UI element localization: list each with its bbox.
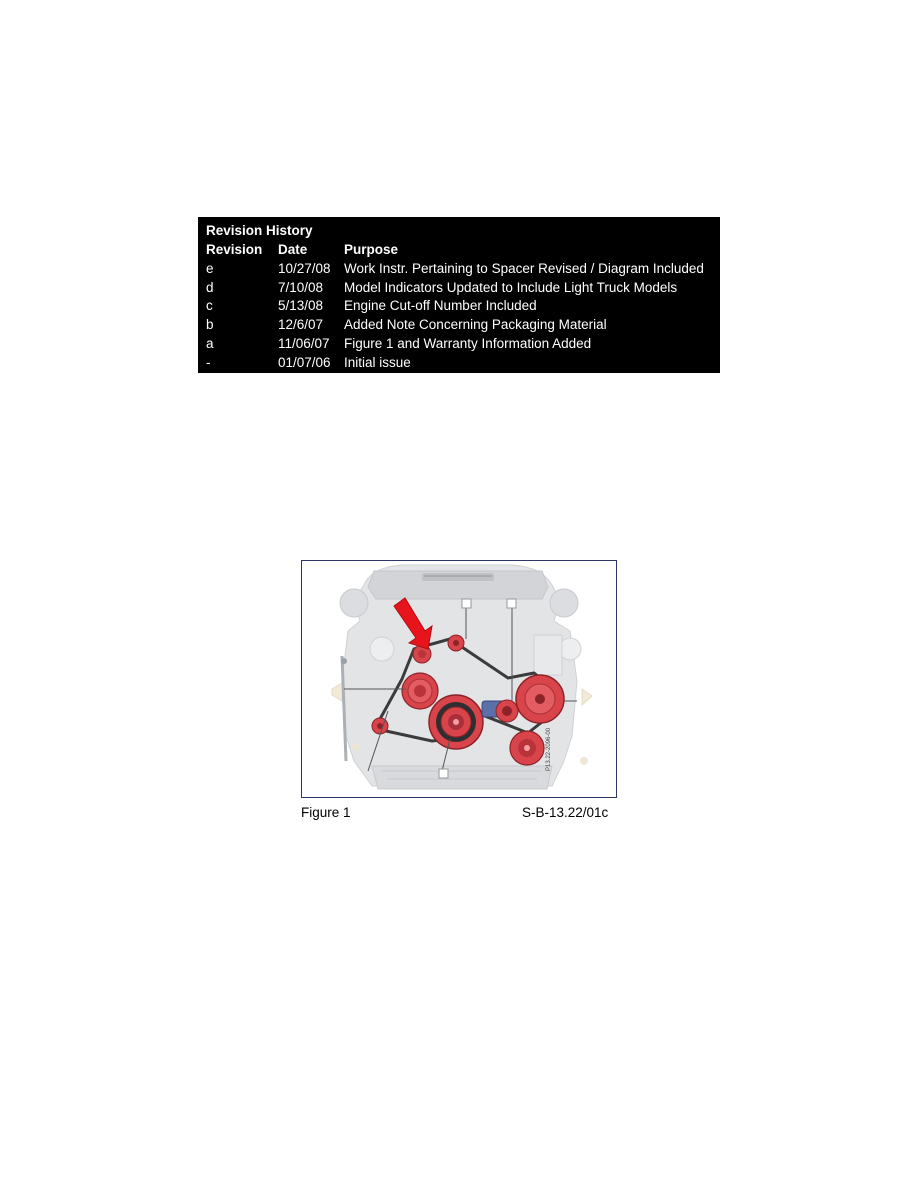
date-cell: 01/07/06 [278,354,331,370]
revision-header-row [206,241,720,260]
engine-belt-diagram [302,561,615,796]
revision-cell: e [206,260,214,276]
date-cell: 12/6/07 [278,317,324,333]
revision-history-title: Revision History [206,223,313,238]
figure-reference: S-B-13.22/01c [522,805,609,820]
revision-cell: - [206,354,211,370]
purpose-column-header: Purpose [344,242,399,257]
purpose-cell: Work Instr. Pertaining to Spacer Revised / Diagram Included [344,260,704,276]
purpose-cell: Figure 1 and Warranty Information Added [344,335,592,351]
table-row [206,335,720,354]
date-cell: 7/10/08 [278,279,324,295]
revision-cell: d [206,279,214,295]
table-row [206,316,720,335]
image-code: P13.22-2096-00 [546,727,552,771]
table-row [206,260,720,279]
purpose-cell: Model Indicators Updated to Include Light Truck Models [344,279,678,295]
figure-1-frame [301,560,617,798]
purpose-cell: Added Note Concerning Packaging Material [344,317,607,333]
revision-history-table [198,217,720,373]
table-row [206,279,720,298]
date-cell: 5/13/08 [278,298,324,314]
revision-cell: a [206,335,214,351]
table-row [206,297,720,316]
revision-cell: c [206,298,213,314]
date-cell: 10/27/08 [278,260,331,276]
date-column-header: Date [278,242,308,257]
revision-cell: b [206,317,214,333]
purpose-cell: Initial issue [344,354,411,370]
purpose-cell: Engine Cut-off Number Included [344,298,537,314]
revision-column-header: Revision [206,242,263,257]
figure-caption: Figure 1 [301,805,351,820]
date-cell: 11/06/07 [278,335,330,351]
table-row [206,354,720,373]
